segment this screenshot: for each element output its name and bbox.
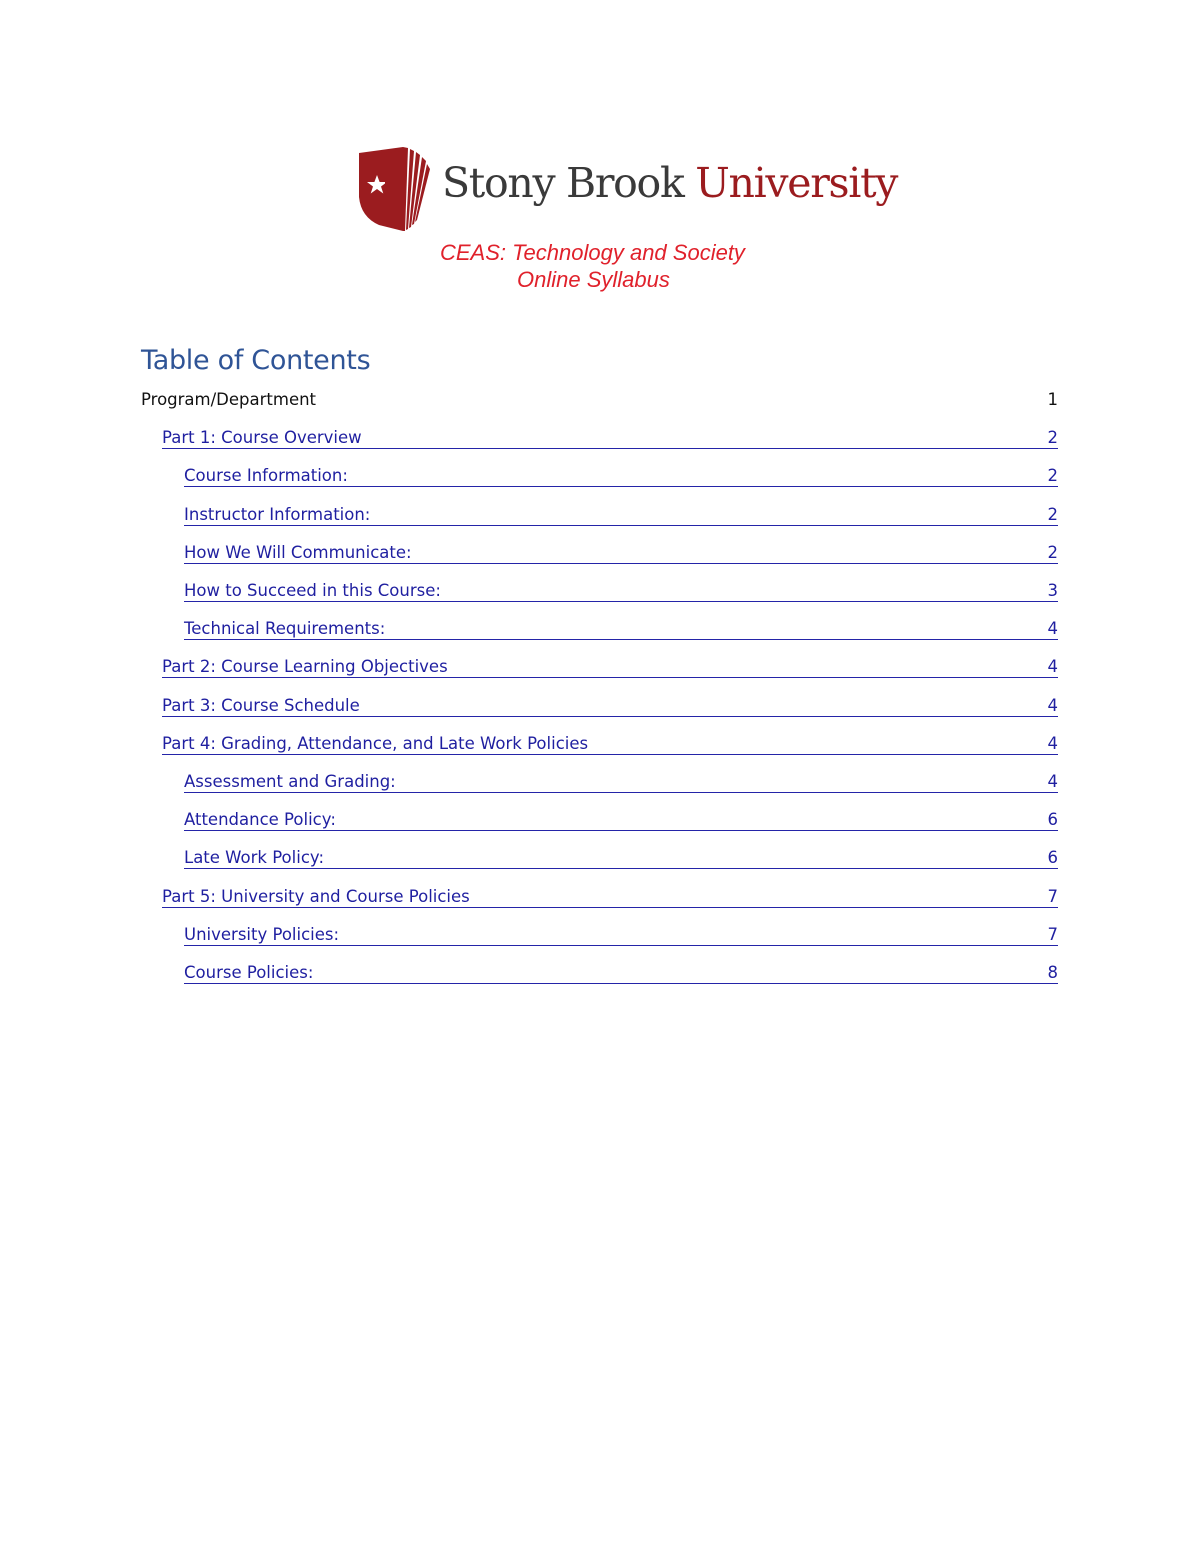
toc-entry[interactable] — [184, 772, 1058, 793]
toc-entry-page-number: 6 — [1047, 848, 1058, 867]
toc-entry-page-number: 7 — [1047, 887, 1058, 906]
logo-wordmark-university: University — [695, 159, 898, 207]
toc-entry-page-number: 2 — [1047, 466, 1058, 485]
toc-entry[interactable] — [162, 657, 1058, 678]
toc-entry-title: Course Policies: — [184, 963, 314, 982]
toc-entry[interactable] — [162, 696, 1058, 717]
course-title: CEAS: Technology and Society — [440, 240, 745, 265]
toc-entry-title: Program/Department — [141, 390, 317, 409]
toc-entry-title: Technical Requirements: — [184, 619, 386, 638]
toc-entry-page-number: 4 — [1047, 657, 1058, 676]
toc-entry-title: Part 1: Course Overview — [162, 428, 362, 447]
toc-entry[interactable] — [184, 925, 1058, 946]
toc-entry[interactable] — [162, 734, 1058, 755]
toc-entry — [141, 390, 1058, 410]
toc-entry-title: Part 3: Course Schedule — [162, 696, 360, 715]
toc-entry[interactable] — [162, 887, 1058, 908]
toc-heading: Table of Contents — [141, 345, 371, 376]
toc-entry-page-number: 3 — [1047, 581, 1058, 600]
toc-entry-title: Course Information: — [184, 466, 348, 485]
toc-entry[interactable] — [184, 848, 1058, 869]
logo-wordmark-stony-brook: Stony Brook — [442, 159, 696, 207]
toc-entry-page-number: 4 — [1047, 772, 1058, 791]
toc-entry-page-number: 7 — [1047, 925, 1058, 944]
toc-entry[interactable] — [162, 428, 1058, 449]
toc-entry-title: How to Succeed in this Course: — [184, 581, 441, 600]
toc-entry-title: Instructor Information: — [184, 505, 371, 524]
toc-entry-page-number: 6 — [1047, 810, 1058, 829]
toc-entry-page-number: 2 — [1047, 543, 1058, 562]
toc-entry-page-number: 4 — [1047, 619, 1058, 638]
toc-entry-title: Part 2: Course Learning Objectives — [162, 657, 448, 676]
toc-entry[interactable] — [184, 963, 1058, 984]
toc-entry[interactable] — [184, 810, 1058, 831]
toc-entry-title: Part 5: University and Course Policies — [162, 887, 470, 906]
toc-entry[interactable] — [184, 466, 1058, 487]
toc-entry-title: Part 4: Grading, Attendance, and Late Work Policies — [162, 734, 589, 753]
toc-entry-title: University Policies: — [184, 925, 340, 944]
toc-entry-page-number: 4 — [1047, 734, 1058, 753]
toc-entry-title: Late Work Policy: — [184, 848, 325, 867]
toc-entry-page-number: 2 — [1047, 428, 1058, 447]
toc-entry-page-number: 4 — [1047, 696, 1058, 715]
toc-entry[interactable] — [184, 619, 1058, 640]
toc-entry-page-number: 8 — [1047, 963, 1058, 982]
toc-entry-title: Attendance Policy: — [184, 810, 336, 829]
toc-entry[interactable] — [184, 581, 1058, 602]
toc-entry-title: Assessment and Grading: — [184, 772, 396, 791]
toc-entry-page-number: 1 — [1047, 390, 1058, 409]
toc-entry[interactable] — [184, 543, 1058, 564]
toc-entry-title: How We Will Communicate: — [184, 543, 412, 562]
syllabus-label: Online Syllabus — [517, 267, 670, 292]
toc-entry-page-number: 2 — [1047, 505, 1058, 524]
toc-entry[interactable] — [184, 505, 1058, 526]
